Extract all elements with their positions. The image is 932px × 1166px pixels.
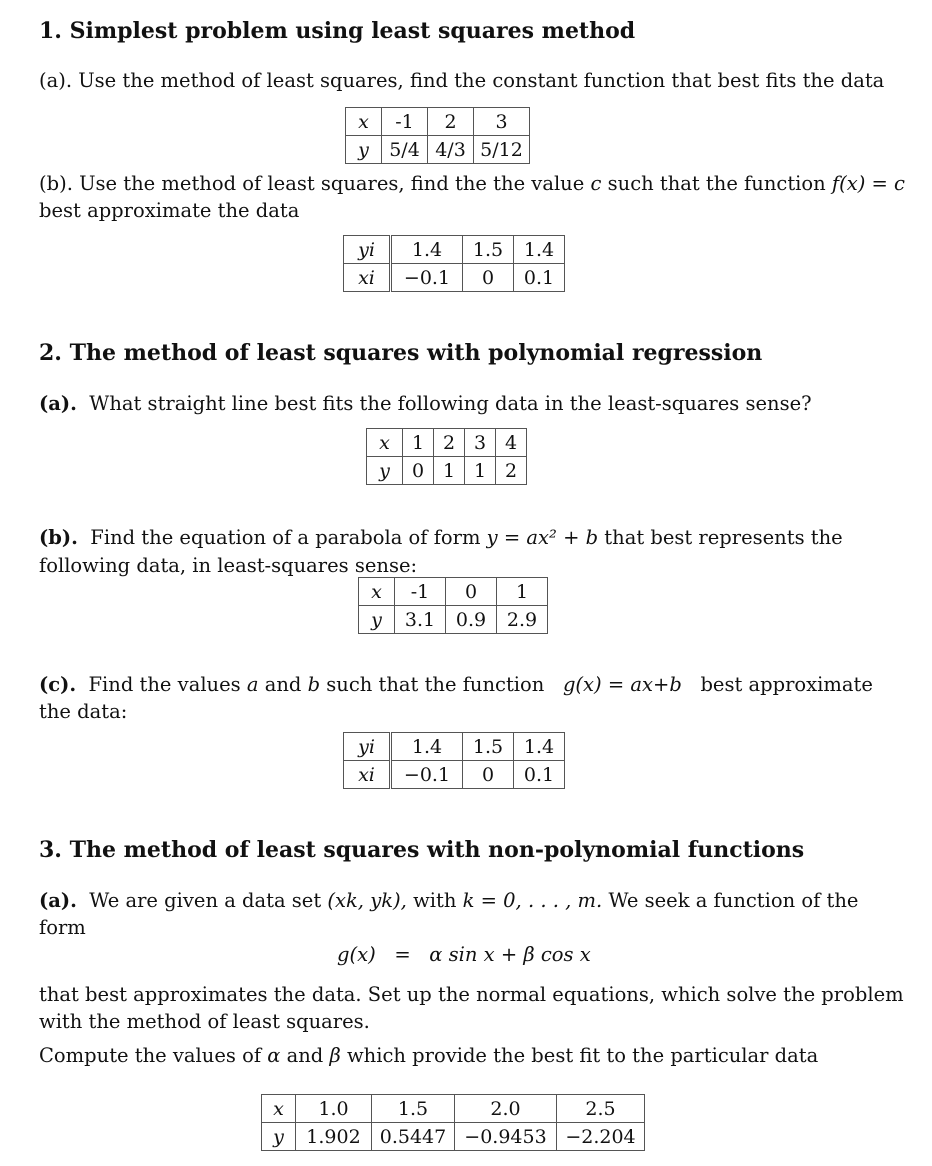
question-label: (a). xyxy=(39,392,77,415)
table-cell: -1 xyxy=(382,108,428,136)
text-span: Find the values xyxy=(88,673,241,696)
table-cell: 0 xyxy=(463,761,514,789)
table-row xyxy=(344,733,565,761)
table-row xyxy=(346,136,530,164)
section-1-title: 1. Simplest problem using least squares method xyxy=(39,18,636,44)
table-cell: 1.5 xyxy=(372,1095,455,1123)
table-cell: y xyxy=(367,457,403,485)
table-cell: 2.5 xyxy=(557,1095,645,1123)
table-cell: 3.1 xyxy=(395,606,446,634)
table-cell: 1 xyxy=(497,578,548,606)
text-span: What straight line best fits the following data in the least-squares sense? xyxy=(89,392,812,415)
s2-question-a xyxy=(39,390,812,417)
s2-question-c-line2: the data: xyxy=(39,700,128,723)
table-cell: −0.1 xyxy=(391,264,463,292)
section-2-title: 2. The method of least squares with polynomial regression xyxy=(39,340,763,366)
table-cell: x xyxy=(367,429,403,457)
table-cell: 0 xyxy=(446,578,497,606)
table-row xyxy=(262,1123,645,1151)
table-row xyxy=(367,457,527,485)
math-beta: β xyxy=(329,1044,341,1067)
text-span: such that the function xyxy=(326,673,545,696)
s1-table-b xyxy=(343,235,565,292)
table-row xyxy=(344,264,565,292)
math-f-of-x: f(x) = c xyxy=(831,172,905,195)
math-equals: = xyxy=(394,943,411,966)
table-cell: 1 xyxy=(434,457,465,485)
table-cell: yi xyxy=(344,733,391,761)
table-cell: 1.4 xyxy=(391,236,463,264)
math-k-range: k = 0, . . . , m. xyxy=(462,889,603,912)
s2-question-b xyxy=(39,524,843,551)
table-cell: 1.5 xyxy=(463,733,514,761)
table-cell: 1.4 xyxy=(391,733,463,761)
table-cell: 1 xyxy=(465,457,496,485)
table-cell: 2 xyxy=(428,108,474,136)
table-cell: 2.0 xyxy=(455,1095,557,1123)
s3-table xyxy=(261,1094,645,1151)
table-cell: 1.0 xyxy=(296,1095,372,1123)
table-cell: x xyxy=(359,578,395,606)
text-span: best approximate xyxy=(700,673,873,696)
math-parabola: y = ax² + b xyxy=(486,526,599,549)
table-cell: 5/12 xyxy=(474,136,530,164)
table-cell: y xyxy=(262,1123,296,1151)
table-cell: 0.9 xyxy=(446,606,497,634)
math-a: a xyxy=(246,673,259,696)
s3-paragraph-2 xyxy=(39,1042,818,1069)
table-cell: 0.5447 xyxy=(372,1123,455,1151)
text-span: which provide the best fit to the particular data xyxy=(346,1044,819,1067)
table-row xyxy=(359,606,548,634)
text-span: and xyxy=(264,673,302,696)
math-rhs: α sin x + β cos x xyxy=(429,943,591,966)
text-span: and xyxy=(286,1044,324,1067)
table-cell: 0.1 xyxy=(514,264,565,292)
table-cell: 2.9 xyxy=(497,606,548,634)
math-c: c xyxy=(590,172,602,195)
text-span: such that the function xyxy=(607,172,826,195)
math-lhs: g(x) xyxy=(337,943,376,966)
table-cell: y xyxy=(346,136,382,164)
table-cell: xi xyxy=(344,761,391,789)
s2-question-b-line2: following data, in least-squares sense: xyxy=(39,554,418,577)
table-cell: 1.4 xyxy=(514,733,565,761)
text-span: with xyxy=(413,889,457,912)
table-cell: 1.5 xyxy=(463,236,514,264)
table-cell: −2.204 xyxy=(557,1123,645,1151)
text-span: Compute the values of xyxy=(39,1044,262,1067)
table-cell: 0.1 xyxy=(514,761,565,789)
s3-question-a-line2: form xyxy=(39,916,86,939)
s1-table-a xyxy=(345,107,530,164)
s2-question-c xyxy=(39,671,873,698)
table-cell: 4 xyxy=(496,429,527,457)
table-row xyxy=(359,578,548,606)
text-span: We are given a data set xyxy=(89,889,322,912)
question-label: (c). xyxy=(39,673,77,696)
table-cell: 5/4 xyxy=(382,136,428,164)
table-cell: −0.1 xyxy=(391,761,463,789)
table-cell: x xyxy=(262,1095,296,1123)
question-label: (a). xyxy=(39,889,77,912)
table-cell: 1 xyxy=(403,429,434,457)
table-row xyxy=(344,761,565,789)
table-cell: 0 xyxy=(463,264,514,292)
text-span: Find the equation of a parabola of form xyxy=(90,526,481,549)
s1-question-b-line2: best approximate the data xyxy=(39,199,300,222)
table-cell: 4/3 xyxy=(428,136,474,164)
text-span: (b). Use the method of least squares, find the the value xyxy=(39,172,585,195)
table-cell: x xyxy=(346,108,382,136)
table-cell: 1.4 xyxy=(514,236,565,264)
table-cell: xi xyxy=(344,264,391,292)
table-cell: -1 xyxy=(395,578,446,606)
table-cell: 0 xyxy=(403,457,434,485)
s1-question-a: (a). Use the method of least squares, find the constant function that best fits the data xyxy=(39,69,885,92)
table-cell: yi xyxy=(344,236,391,264)
table-row xyxy=(367,429,527,457)
s2-table-a xyxy=(366,428,527,485)
table-row xyxy=(262,1095,645,1123)
s2-table-c xyxy=(343,732,565,789)
table-row xyxy=(346,108,530,136)
table-row xyxy=(344,236,565,264)
table-cell: 2 xyxy=(496,457,527,485)
table-cell: 2 xyxy=(434,429,465,457)
table-cell: 3 xyxy=(474,108,530,136)
table-cell: y xyxy=(359,606,395,634)
table-cell: 3 xyxy=(465,429,496,457)
math-b: b xyxy=(307,673,321,696)
s3-question-a xyxy=(39,887,858,914)
s2-table-b xyxy=(358,577,548,634)
math-alpha: α xyxy=(267,1044,281,1067)
s3-paragraph-1-line2: with the method of least squares. xyxy=(39,1010,370,1033)
table-cell: −0.9453 xyxy=(455,1123,557,1151)
s3-equation xyxy=(337,941,591,968)
s1-question-b xyxy=(39,170,905,197)
math-data-set: (xk, yk), xyxy=(327,889,407,912)
table-cell: 1.902 xyxy=(296,1123,372,1151)
section-3-title: 3. The method of least squares with non-polynomial functions xyxy=(39,837,805,863)
text-span: We seek a function of the xyxy=(608,889,859,912)
math-linear-function: g(x) = ax+b xyxy=(562,673,682,696)
s3-paragraph-1-line1: that best approximates the data. Set up the normal equations, which solve the problem xyxy=(39,983,904,1006)
question-label: (b). xyxy=(39,526,78,549)
text-span: that best represents the xyxy=(604,526,843,549)
